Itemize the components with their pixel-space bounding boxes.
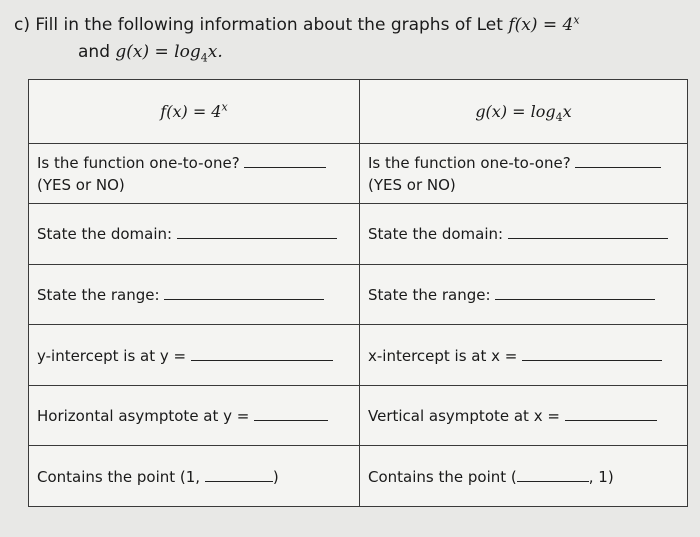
worksheet-table <box>28 79 688 507</box>
g-asymptote-cell: Vertical asymptote at x = <box>360 385 688 446</box>
question-header <box>14 12 684 66</box>
g-point-blank[interactable] <box>517 467 589 482</box>
question-line-2 <box>14 39 684 66</box>
f-point-cell: Contains the point (1, ) <box>29 446 360 507</box>
table-row <box>29 264 688 325</box>
g-intercept-cell: x-intercept is at x = <box>360 325 688 386</box>
table-row <box>29 446 688 507</box>
g-intercept-blank[interactable] <box>522 346 662 361</box>
f-asymptote-blank[interactable] <box>254 406 328 421</box>
question-text: Fill in the following information about the graphs of Let <box>35 15 503 35</box>
f-column-header: $f(x) = 4^x$ <box>29 80 360 144</box>
table-row <box>29 143 688 204</box>
g-one-to-one-cell: Is the function one-to-one? (YES or NO) <box>360 143 688 204</box>
f-one-to-one-blank[interactable] <box>244 153 326 168</box>
g-domain-cell: State the domain: <box>360 204 688 265</box>
f-domain-blank[interactable] <box>177 224 337 239</box>
g-column-header: $g(x) = \log_4x$ <box>360 80 688 144</box>
g-definition: $g(x) = \log_4x$. <box>115 42 223 65</box>
f-range-cell: State the range: <box>29 264 360 325</box>
g-point-cell: Contains the point ( , 1) <box>360 446 688 507</box>
f-range-blank[interactable] <box>164 285 324 300</box>
g-one-to-one-blank[interactable] <box>575 153 661 168</box>
f-intercept-blank[interactable] <box>191 346 333 361</box>
table-row <box>29 385 688 446</box>
f-one-to-one-cell: Is the function one-to-one? (YES or NO) <box>29 143 360 204</box>
g-range-cell: State the range: <box>360 264 688 325</box>
table-header-row <box>29 80 688 144</box>
f-domain-cell: State the domain: <box>29 204 360 265</box>
f-point-blank[interactable] <box>205 467 273 482</box>
table-row <box>29 204 688 265</box>
g-range-blank[interactable] <box>495 285 655 300</box>
f-intercept-cell: y-intercept is at y = <box>29 325 360 386</box>
table-row <box>29 325 688 386</box>
and-text: and <box>78 42 110 62</box>
part-label: c) <box>14 15 30 35</box>
f-asymptote-cell: Horizontal asymptote at y = <box>29 385 360 446</box>
g-asymptote-blank[interactable] <box>565 406 657 421</box>
question-line-1 <box>14 12 684 39</box>
f-definition: $f(x) = 4^x$ <box>508 13 580 35</box>
g-domain-blank[interactable] <box>508 224 668 239</box>
